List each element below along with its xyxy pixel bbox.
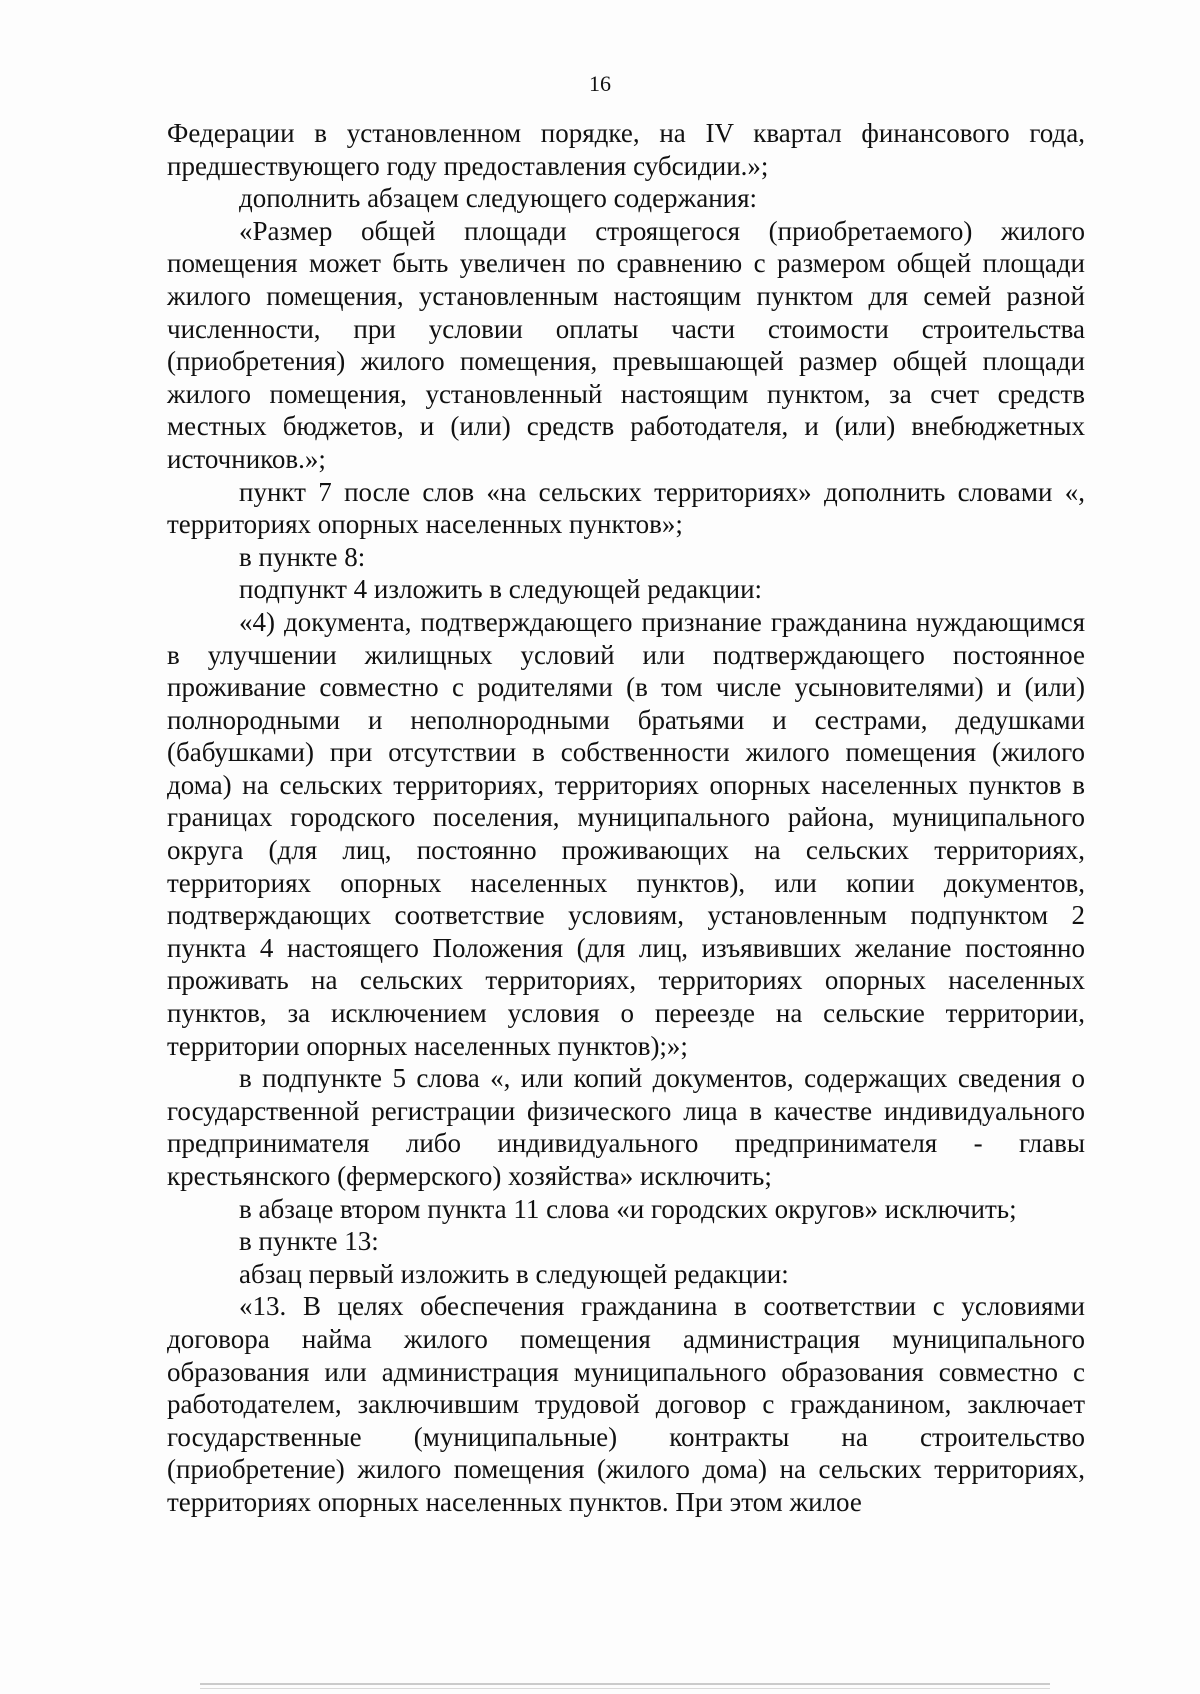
paragraph-point-13-text: «13. В целях обеспечения гражданина в соответствии с условиями договора найма жилого помещения администрация муниципального образования или администрация муниципального образования совместно с работодателем, заключившим трудовой договор с гражданином, заключает государственные (муниципальные) контракты на строительство (приобретение) жилого помещения (жилого дома) на сельских территориях, территориях опорных населенных пунктов. При этом жилое	[167, 1291, 1085, 1517]
paragraph-point-7: пункт 7 после слов «на сельских территориях» дополнить словами «, территориях опорных населенных пунктов»;	[167, 476, 1085, 540]
page-number: 16	[589, 71, 611, 96]
scan-artifact-line	[200, 1688, 1050, 1689]
paragraph-subpoint-4-instruction: подпункт 4 изложить в следующей редакции:	[239, 574, 763, 605]
paragraph-first-abzac-instruction: абзац первый изложить в следующей редакции:	[239, 1258, 789, 1289]
scan-artifact-line	[200, 1683, 1050, 1685]
paragraph-point-11: в абзаце втором пункта 11 слова «и городских округов» исключить;	[239, 1193, 1017, 1224]
paragraph-continuation: Федерации в установленном порядке, на IV квартал финансового года, предшествующего году предоставления субсидии.»;	[167, 118, 1085, 181]
paragraph-subpoint-4-text: «4) документа, подтверждающего признание гражданина нуждающимся в улучшении жилищных условий или подтверждающего постоянное проживание совместно с родителями (в том числе усыновителями) и (или) полнородными и неполнородными братьями и сестрами, дедушками (бабушками) при отсутствии в собственности жилого помещения (жилого дома) на сельских территориях, территориях опорных населенных пунктов в границах городского поселения, муниципального района, муниципального округа (для лиц, постоянно проживающих на сельских территориях, территориях опорных населенных пунктов), или копии документов, подтверждающих соответствие условиям, установленным подпунктом 2 пункта 4 настоящего Положения (для лиц, изъявивших желание постоянно проживать на сельских территориях, территориях опорных населенных пунктов, за исключением условия о переезде на сельские территории, территории опорных населенных пунктов);»;	[167, 606, 1085, 1061]
document-body	[167, 117, 1085, 1519]
paragraph-point-8: в пункте 8:	[239, 541, 366, 572]
paragraph-point-13: в пункте 13:	[239, 1226, 379, 1257]
paragraph-area-size: «Размер общей площади строящегося (приобретаемого) жилого помещения может быть увеличен по сравнению с размером общей площади жилого помещения, установленным настоящим пунктом для семей разной численности, при условии оплаты части стоимости строительства (приобретения) жилого помещения, превышающей размер общей площади жилого помещения, установленный настоящим пунктом, за счет средств местных бюджетов, и (или) средств работодателя, и (или) внебюджетных источников.»;	[167, 215, 1085, 474]
paragraph-subpoint-5: в подпункте 5 слова «, или копий документов, содержащих сведения о государственной регистрации физического лица в качестве индивидуального предпринимателя либо индивидуального предпринимателя - главы крестьянского (фермерского) хозяйства» исключить;	[167, 1063, 1085, 1191]
paragraph-add-instruction: дополнить абзацем следующего содержания:	[239, 183, 758, 214]
